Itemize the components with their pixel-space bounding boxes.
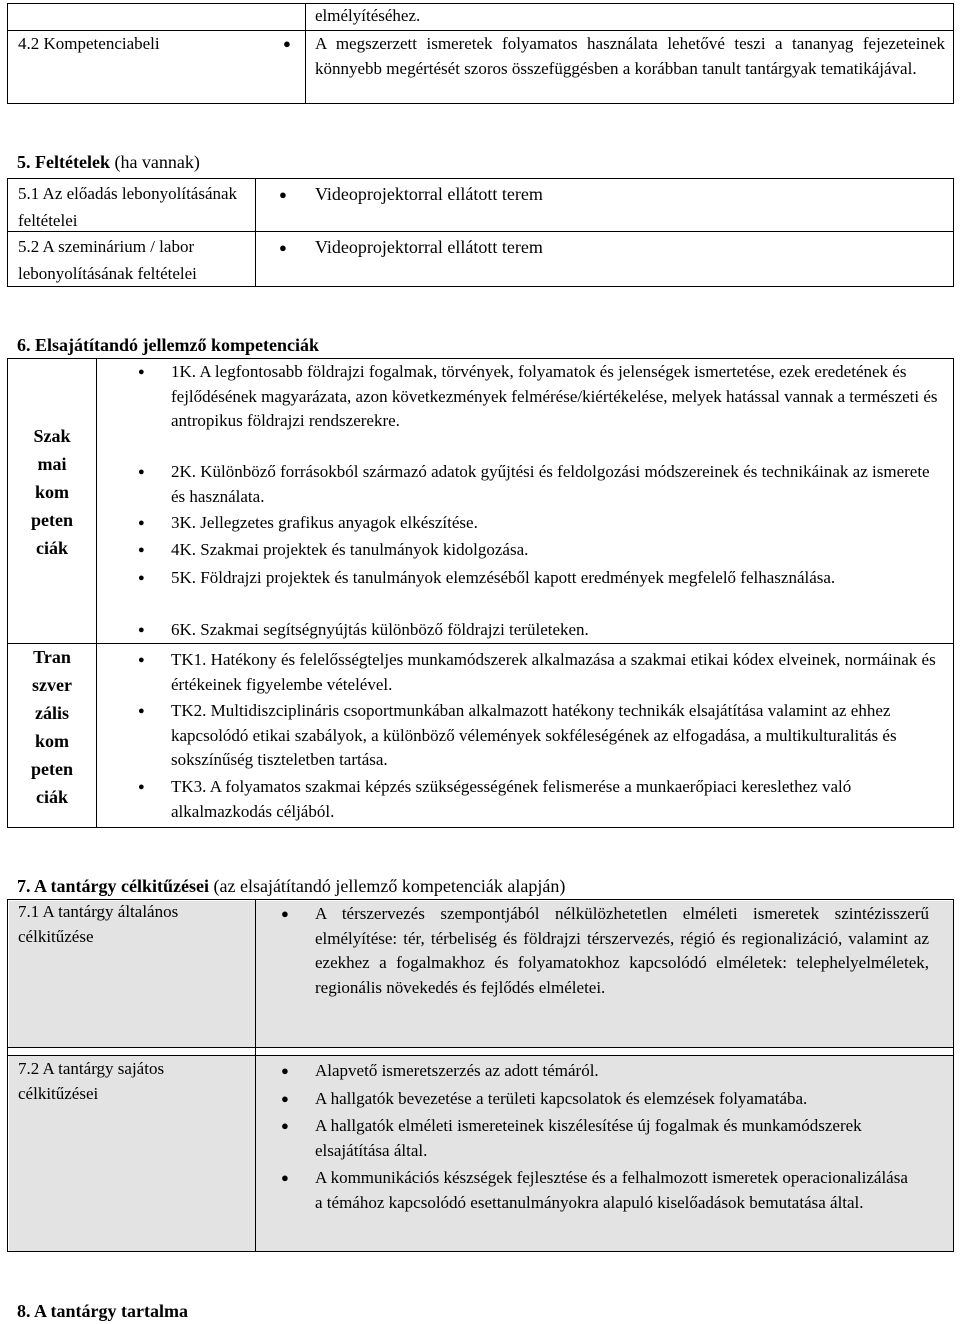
- transz-item-tk3: TK3. A folyamatos szakmai képzés szükségességének felismerése a munkaerőpiaci kereslethez való alkalmazkodás céljából.: [171, 777, 852, 821]
- bullet-icon: ●: [138, 705, 145, 717]
- table-4-row2-label: 4.2 Kompetenciabeli: [18, 34, 160, 53]
- szakmai-item-3k: 3K. Jellegzetes grafikus anyagok elkészítése.: [171, 513, 478, 532]
- bullet-icon: ●: [138, 781, 145, 793]
- bullet-icon: ●: [138, 572, 145, 584]
- section-7-heading-normal: (az elsajátítandó jellemző kompetenciák alapján): [208, 876, 566, 896]
- bullet-icon: ●: [281, 1118, 289, 1133]
- szakmai-kompetenciak-label: Szak mai kom peten ciák: [31, 426, 73, 558]
- table-7-row-divider-b: [7, 1055, 954, 1056]
- table-6-row-divider: [7, 643, 954, 644]
- bullet-icon: ●: [138, 466, 145, 478]
- bullet-icon: ●: [138, 544, 145, 556]
- bullet-icon: ●: [138, 517, 145, 529]
- table-5-row1-value: Videoprojektorral ellátott terem: [315, 184, 543, 204]
- section-8-heading: 8. A tantárgy tartalma: [17, 1301, 188, 1321]
- table-4-row-divider: [7, 30, 954, 31]
- section-7-heading: [17, 874, 565, 898]
- szakmai-item-4k: 4K. Szakmai projektek és tanulmányok kidolgozása.: [171, 540, 529, 559]
- table-7-row2-item-1: Alapvető ismeretszerzés az adott témáról.: [315, 1061, 599, 1080]
- table-7-row2-item-2: A hallgatók bevezetése a területi kapcsolatok és elemzések folyamatába.: [315, 1089, 808, 1108]
- bullet-icon: ●: [138, 366, 145, 378]
- transz-item-tk2: TK2. Multidiszciplináris csoportmunkában alkalmazott hatékony technikák elsajátítása valamint az ehhez kapcsolódó etikai szabályok, a különböző vélemények sokféleségének az elfogadása, a multikulturalitás és sokszínűség tiszteletben tartása.: [171, 701, 897, 769]
- bullet-icon: ●: [138, 654, 145, 666]
- transzverzalis-kompetenciak-label: Tran szver zális kom peten ciák: [31, 647, 73, 807]
- bullet-icon: ●: [279, 240, 287, 255]
- section-5-heading: [17, 150, 200, 174]
- section-6-heading: 6. Elsajátítandó jellemző kompetenciák: [17, 335, 319, 355]
- bullet-icon: ●: [281, 1063, 289, 1078]
- bullet-icon: ●: [281, 1170, 289, 1185]
- szakmai-item-2k: 2K. Különböző forrásokból származó adatok gyűjtési és feldolgozási módszereinek és technikáinak az ismerete és használata.: [171, 462, 930, 506]
- bullet-icon: ●: [279, 187, 287, 202]
- table-7-col-divider: [255, 899, 256, 1252]
- section-7-heading-bold: 7. A tantárgy célkitűzései: [17, 876, 209, 896]
- table-7-row2-item-4: A kommunikációs készségek fejlesztése és a felhalmozott ismeretek operacionalizálása a témához kapcsolódó esettanulmányokra alapuló kiselőadások bemutatása által.: [315, 1168, 908, 1212]
- table-7-row2-item-3: A hallgatók elméleti ismereteinek kiszélesítése új fogalmak és munkamódszerek elsajátítása által.: [315, 1116, 862, 1160]
- section-5-heading-normal: (ha vannak): [109, 152, 200, 172]
- table-5-col-divider: [255, 178, 256, 287]
- szakmai-item-1k: 1K. A legfontosabb földrajzi fogalmak, törvények, folyamatok és jelenségek ismertetése, ezek eredetének és fejlődésének magyarázata, azon következmények felmérése/kiértékelése, melyek hatással vannak a természeti és antropikus földrajzi rendszerekre.: [171, 362, 938, 430]
- bullet-icon: ●: [138, 624, 145, 636]
- table-7-row1-label: 7.1 A tantárgy általános célkitűzése: [18, 902, 179, 946]
- szakmai-item-5k: 5K. Földrajzi projektek és tanulmányok elemzéséből kapott eredmények megfelelő felhasználása.: [171, 568, 836, 587]
- table-7-row-divider-a: [7, 1047, 954, 1048]
- szakmai-item-6k: 6K. Szakmai segítségnyújtás különböző földrajzi területeken.: [171, 620, 589, 639]
- table-7-row1-text: A térszervezés szempontjából nélkülözhetetlen elméleti ismeretek szintézisszerű elmélyítése: tér, térbeliség és földrajzi térszervezés, régió és regionalizáció, valamint az ezekhez a fogalmakhoz és folyamatokhoz kapcsolódó elméletek: telephelyelméletek, regionális növekedés és fejlődés elméletei.: [315, 904, 929, 997]
- table-5-row1-label: 5.1 Az előadás lebonyolításának feltételei: [18, 184, 238, 230]
- transz-item-tk1: TK1. Hatékony és felelősségteljes munkamódszerek alkalmazása a szakmai etikai kódex elveinek, normáinak és értékeinek figyelembe vételével.: [171, 650, 936, 694]
- section-5-heading-bold: 5. Feltételek: [17, 152, 110, 172]
- table-4-col-divider: [305, 3, 306, 104]
- table-7-row2-label: 7.2 A tantárgy sajátos célkitűzései: [18, 1059, 165, 1103]
- table-5-row2-value: Videoprojektorral ellátott terem: [315, 237, 543, 257]
- table-5-row2-label: 5.2 A szeminárium / labor lebonyolításának feltételei: [18, 237, 197, 283]
- table-4-row2-text: A megszerzett ismeretek folyamatos használata lehetővé teszi a tananyag fejezeteinek könnyebb megértését szoros összefüggésben a korábban tanult tantárgyak tematikájával.: [315, 34, 945, 78]
- bullet-icon: ●: [283, 36, 291, 51]
- bullet-icon: ●: [281, 1091, 289, 1106]
- table-4-top-text: elmélyítéséhez.: [315, 6, 421, 25]
- bullet-icon: ●: [281, 906, 289, 921]
